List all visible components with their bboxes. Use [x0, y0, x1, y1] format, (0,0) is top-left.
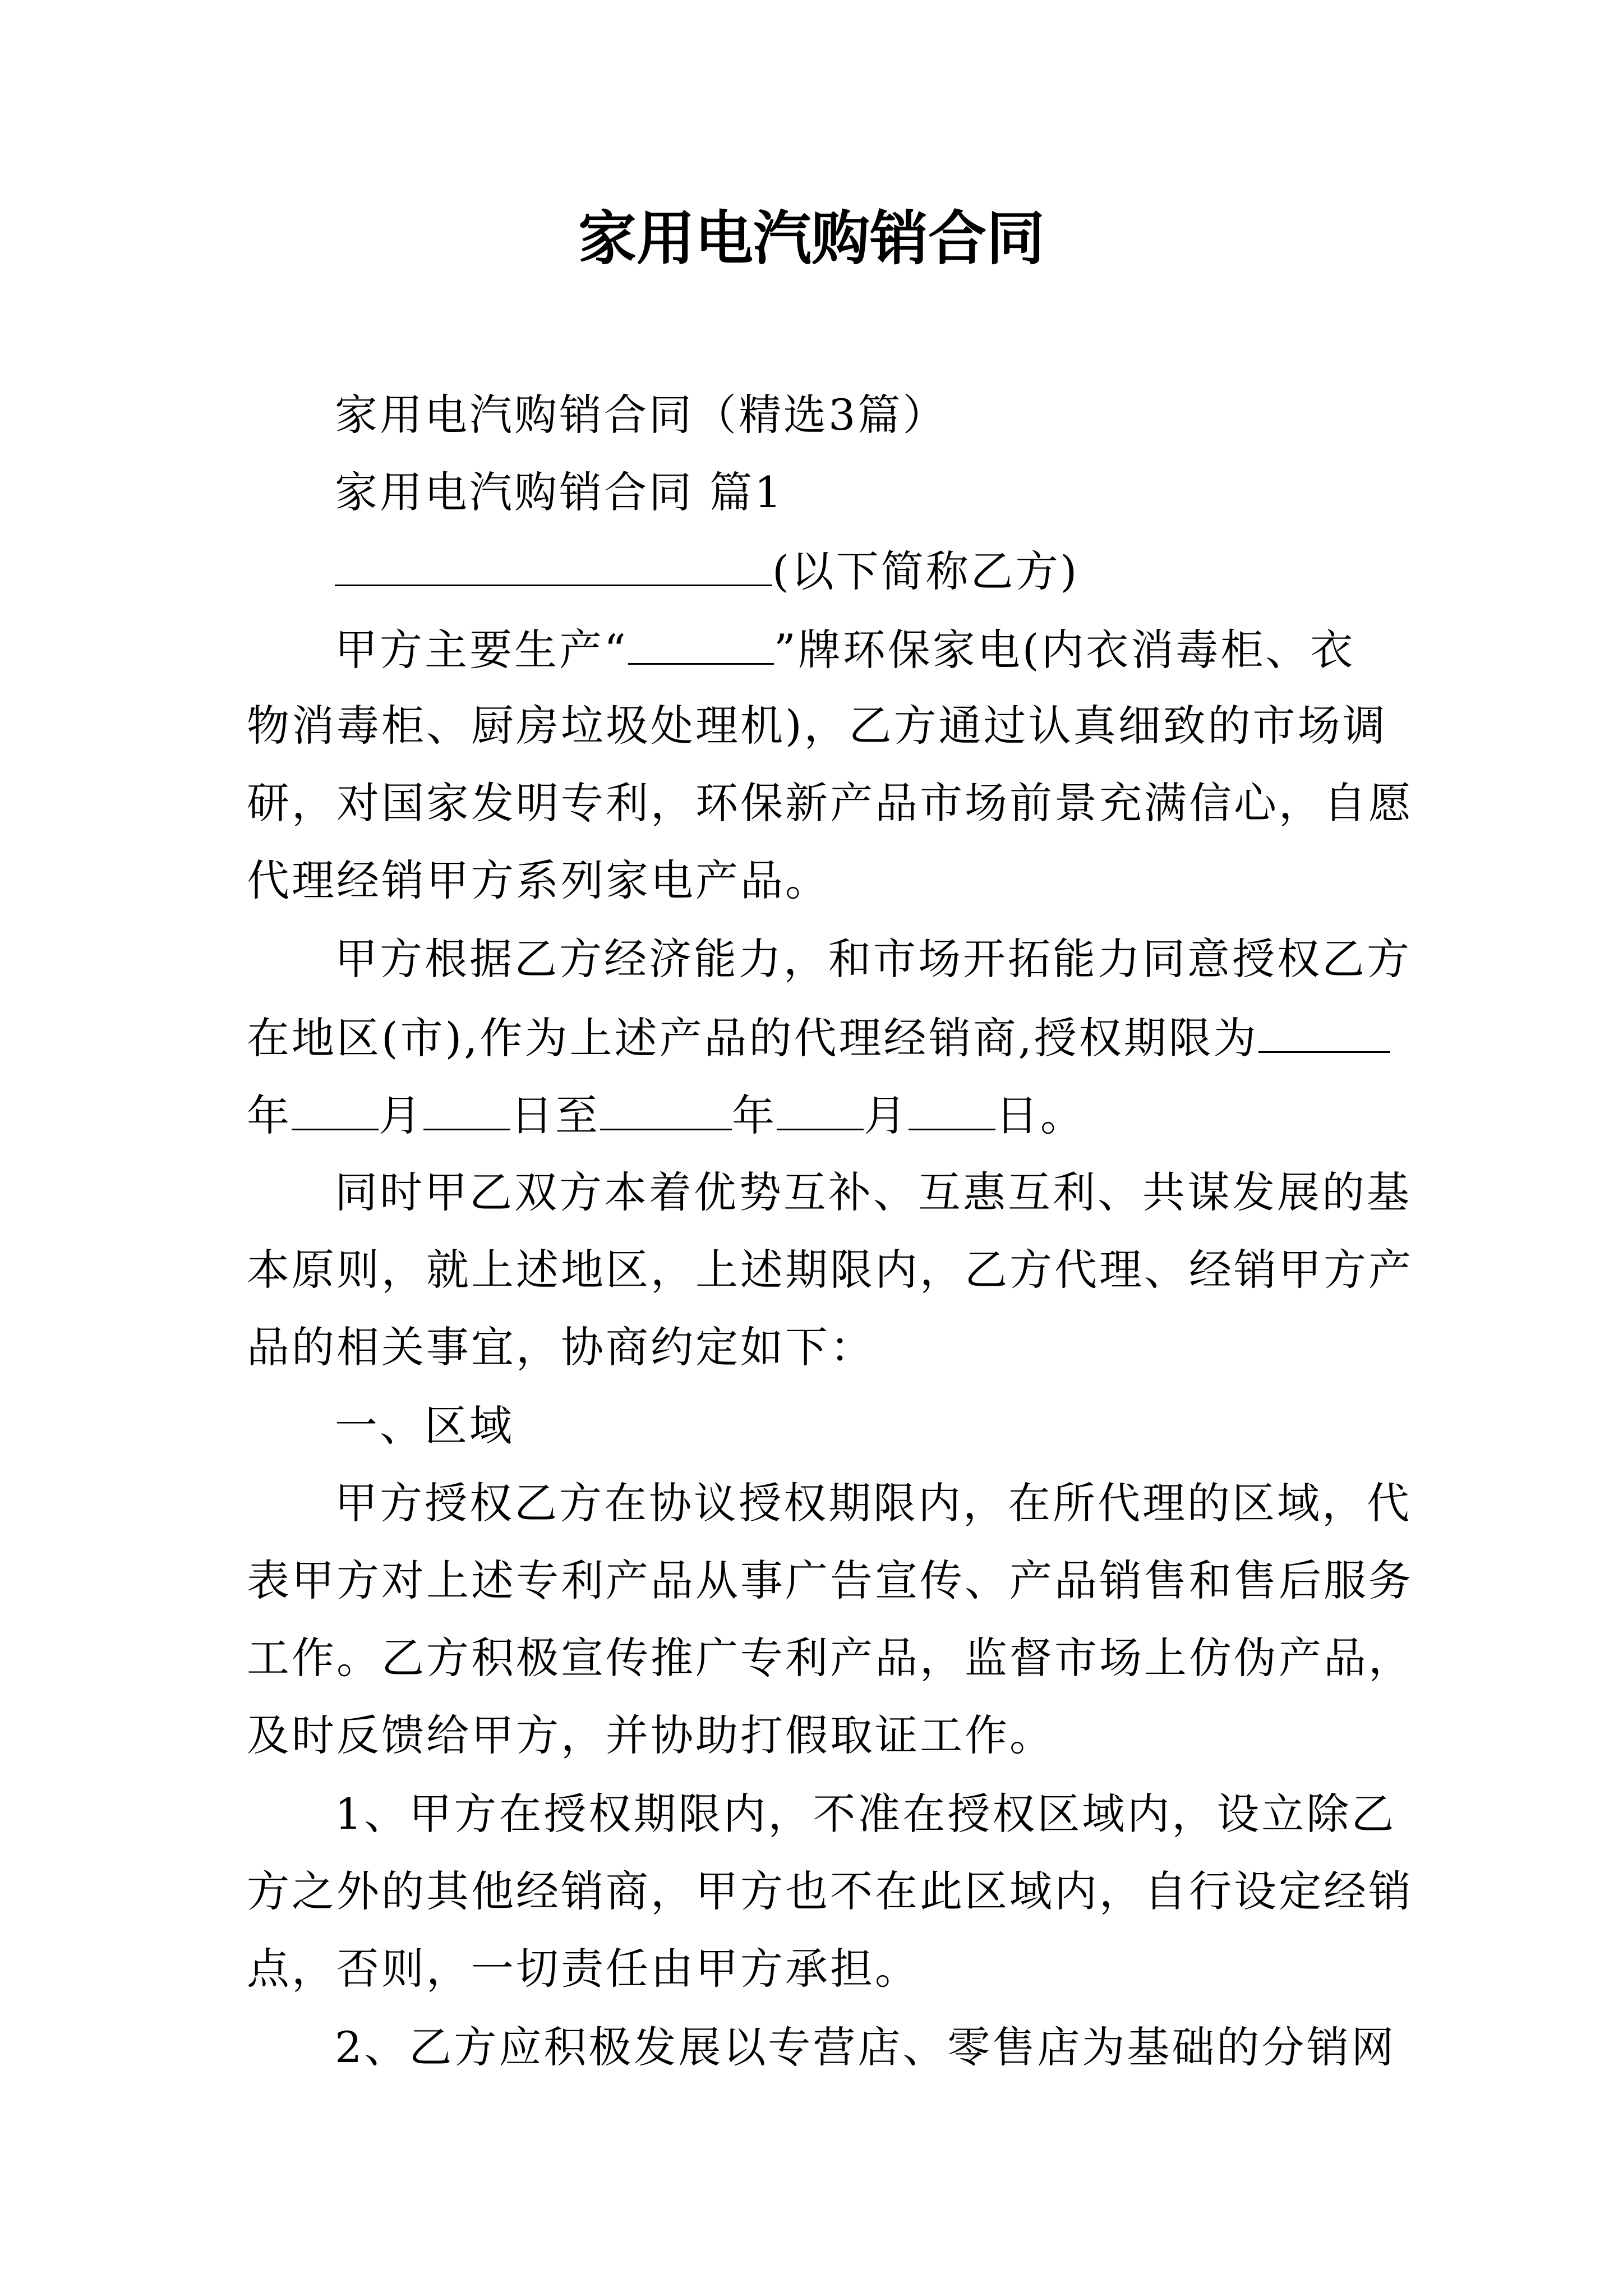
paragraph-line: 方之外的其他经销商，甲方也不在此区域内，自行设定经销	[247, 1866, 1413, 1916]
text-span: 日。	[995, 1091, 1085, 1140]
paragraph-line: 表甲方对上述专利产品从事广告宣传、产品销售和售后服务	[247, 1556, 1413, 1605]
text-span: ”牌环保家电(内衣消毒柜、衣	[773, 625, 1355, 675]
text-span: 月	[864, 1091, 909, 1140]
clause-heading: 一、区域	[335, 1401, 514, 1451]
start-day-blank	[423, 1087, 510, 1130]
paragraph-line: 点，否则，一切责任由甲方承担。	[247, 1944, 920, 1994]
brand-name-blank	[628, 622, 774, 665]
text-span: 年	[247, 1091, 292, 1140]
end-year-blank	[600, 1087, 732, 1130]
paragraph-line: 工作。乙方积极宣传推广专利产品，监督市场上仿伪产品，	[247, 1633, 1413, 1683]
paragraph-line	[247, 1087, 1085, 1143]
paragraph-line: 2、乙方应积极发展以专营店、零售店为基础的分销网	[335, 2022, 1396, 2072]
paragraph-line: 物消毒柜、厨房垃圾处理机)，乙方通过认真细致的市场调	[247, 701, 1387, 751]
party-b-suffix: (以下简称乙方)	[772, 546, 1080, 596]
period-start-year-blank	[1258, 1010, 1390, 1053]
document-title: 家用电汽购销合同	[578, 204, 1045, 273]
subtitle: 家用电汽购销合同（精选3篇）	[335, 390, 948, 440]
text-span: 日至	[510, 1091, 600, 1140]
paragraph-line: 及时反馈给甲方，并协助打假取证工作。	[247, 1710, 1054, 1760]
end-day-blank	[909, 1087, 995, 1130]
paragraph-line: 研，对国家发明专利，环保新产品市场前景充满信心，自愿	[247, 778, 1413, 828]
paragraph-line: 代理经销甲方系列家电产品。	[247, 855, 830, 905]
start-month-blank	[292, 1087, 379, 1130]
paragraph-line: 1、甲方在授权期限内，不准在授权区域内，设立除乙	[335, 1789, 1396, 1839]
section-heading: 家用电汽购销合同 篇1	[335, 467, 784, 517]
paragraph-line: 甲方授权乙方在协议授权期限内，在所代理的区域，代	[335, 1478, 1412, 1528]
text-span: 甲方主要生产“	[335, 625, 628, 675]
text-span: 在地区(市),作为上述产品的代理经销商,授权期限为	[247, 1013, 1258, 1063]
text-span: 月	[379, 1091, 423, 1140]
end-month-blank	[777, 1087, 864, 1130]
party-b-name-blank	[335, 543, 772, 586]
paragraph-line: 甲方根据乙方经济能力，和市场开拓能力同意授权乙方	[335, 934, 1412, 984]
party-b-line	[335, 543, 1079, 599]
paragraph-line	[335, 622, 1355, 677]
paragraph-line	[247, 1010, 1390, 1065]
text-span: 年	[732, 1091, 777, 1140]
paragraph-line: 同时甲乙双方本着优势互补、互惠互利、共谋发展的基	[335, 1167, 1412, 1217]
paragraph-line: 本原则，就上述地区，上述期限内，乙方代理、经销甲方产	[247, 1245, 1413, 1295]
paragraph-line: 品的相关事宜，协商约定如下：	[247, 1322, 875, 1372]
